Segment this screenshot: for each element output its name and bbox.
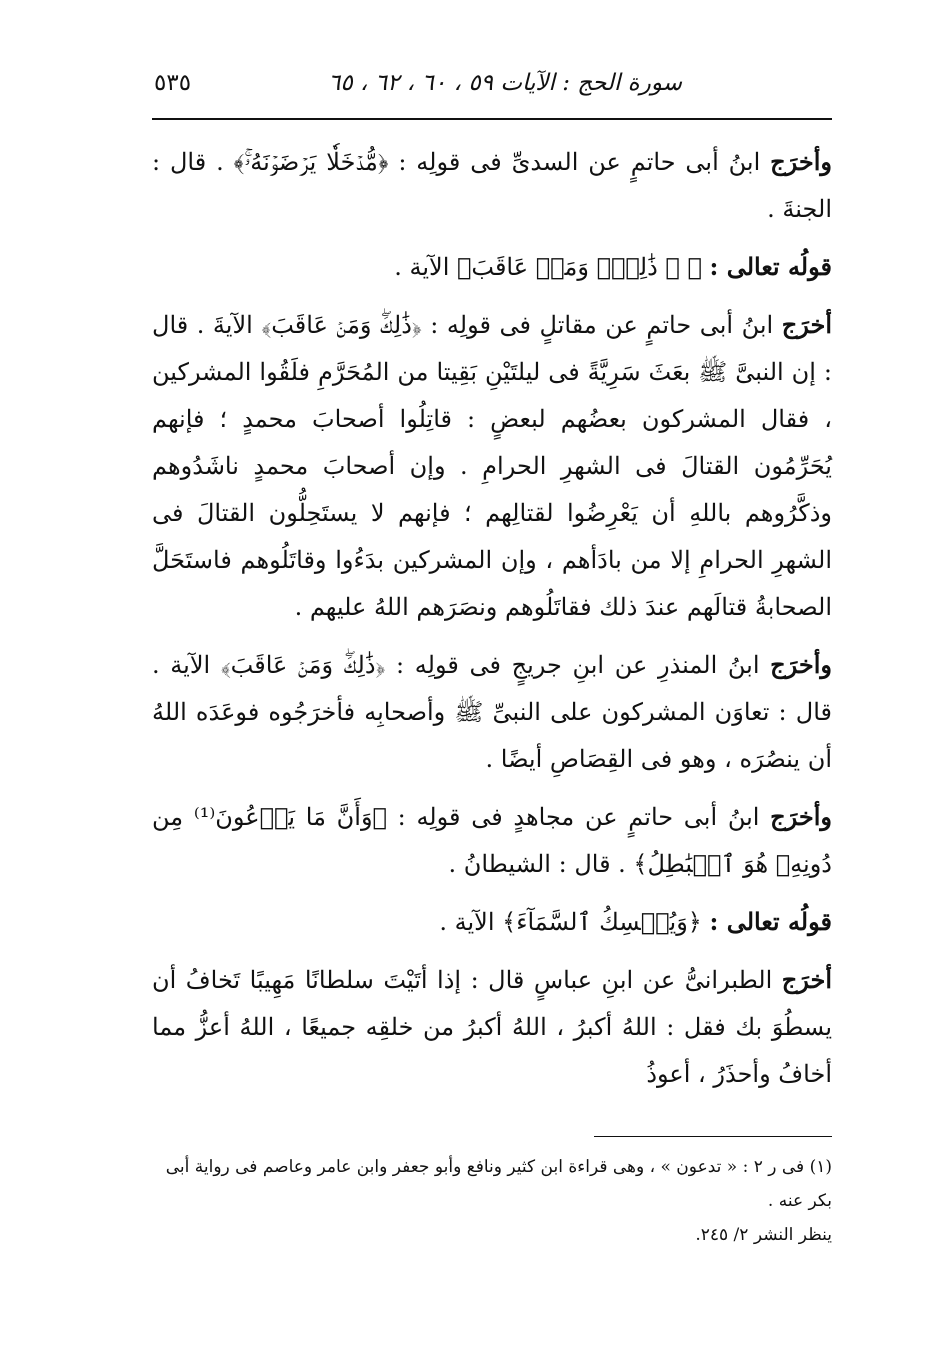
paragraph-mujahid bbox=[152, 793, 832, 888]
page-header bbox=[152, 64, 832, 114]
paragraph-suddi bbox=[152, 138, 832, 233]
paragraph-lead: قولُه تعالى : bbox=[709, 252, 832, 281]
paragraph-lead: وأخرَج bbox=[770, 147, 832, 176]
paragraph-text: ابنُ المنذرِ عن ابنِ جريجٍ فى قولِه : ﴿ذَٰلِكَۖ وَمَنۡ عَاقَبَ﴾ الآية . قال : تعاوَن المشركون على النبىِّ ﷺ وأصحابِه فأخرَجُوه فوعَدَه اللهُ أن ينصُرَه ، وهو فى القِصَاصِ أيضًا . bbox=[152, 651, 832, 773]
paragraph-text: ﴿وَيُمۡسِكُ ٱلسَّمَآءَ﴾ الآية . bbox=[439, 908, 710, 936]
running-title: سورة الحج : الآيات ٥٩ ، ٦٠ ، ٦٢ ، ٦٥ bbox=[328, 70, 682, 96]
paragraph-text: ابنُ أبى حاتمٍ عن السدىِّ فى قولِه : ﴿مُّدۡخَلٗا يَرۡضَوۡنَهُۥۚ﴾ . قال : الجنةَ . bbox=[152, 148, 832, 223]
main-text bbox=[152, 138, 832, 1098]
paragraph-muqatil bbox=[152, 301, 832, 631]
paragraph-text: ﴿ ۞ ذَٰلِكَۖ وَمَنۡ عَاقَبَ﴾ الآية . bbox=[394, 253, 710, 281]
paragraph-lead: أخرَج bbox=[781, 965, 832, 994]
paragraph-text: الطبرانىُّ عن ابنِ عباسٍ قال : إذا أتَيْتَ سلطانًا مَهِيبًا تَخافُ أن يسطُوَ بك فقل : اللهُ أكبرُ ، اللهُ أكبرُ من خلقِه جميعًا ، اللهُ أعزُّ مما أخافُ وأحذَرُ ، أعوذُ bbox=[152, 966, 832, 1088]
footnotes bbox=[152, 1150, 832, 1252]
footnote-line: ينظر النشر ٢/ ٢٤٥. bbox=[695, 1225, 832, 1245]
footnote-rule bbox=[594, 1136, 832, 1137]
header-rule bbox=[152, 118, 832, 120]
verse-heading bbox=[152, 898, 832, 946]
paragraph-text: ابنُ أبى حاتمٍ عن مجاهدٍ فى قولِه : ﴿وَأَنَّ مَا يَدۡعُونَ⁽¹⁾ مِن دُونِهِۦ هُوَ ٱلۡبَٰطِلُ﴾ . قال : الشيطانُ . bbox=[152, 803, 832, 878]
paragraph-tabarani bbox=[152, 956, 832, 1098]
verse-heading bbox=[152, 243, 832, 291]
paragraph-ibn-jurayj bbox=[152, 641, 832, 783]
paragraph-text: ابنُ أبى حاتمٍ عن مقاتلٍ فى قولِه : ﴿ذَٰلِكَۖ وَمَنۡ عَاقَبَ﴾ الآيةَ . قال : إن النبىَّ ﷺ بعَثَ سَرِيَّةً فى ليلتَيْنِ بَقِيتا من المُحَرَّمِ فلَقُوا المشركين ، فقال المشركون بعضُهم لبعضٍ : قاتِلُوا أصحابَ محمدٍ ؛ فإنهم يُحَرِّمُون القتالَ فى الشهرِ الحرامِ . وإن أصحابَ محمدٍ ناشَدُوهم وذكَّرُوهم باللهِ أن يَعْرِضُوا لقتالِهم ؛ فإنهم لا يستَحِلُّون القتالَ فى الشهرِ الحرامِ إلا من بادَأهم ، وإن المشركين بدَءُوا وقاتَلُوهم فاستَحَلَّ الصحابةُ قتالَهم عندَ ذلك فقاتَلُوهم ونصَرَهم اللهُ عليهم . bbox=[152, 311, 832, 621]
paragraph-lead: وأخرَج bbox=[770, 650, 832, 679]
paragraph-lead: وأخرَج bbox=[770, 802, 832, 831]
footnote-line: (١) فى ر ٢ : « تدعون » ، وهى قراءة ابن كثير ونافع وأبو جعفر وابن عامر وعاصم فى رواية أبى بكر عنه . bbox=[165, 1157, 832, 1211]
page-number: ٥٣٥ bbox=[154, 70, 192, 96]
paragraph-lead: قولُه تعالى : bbox=[709, 907, 832, 936]
paragraph-lead: أخرَج bbox=[781, 310, 832, 339]
